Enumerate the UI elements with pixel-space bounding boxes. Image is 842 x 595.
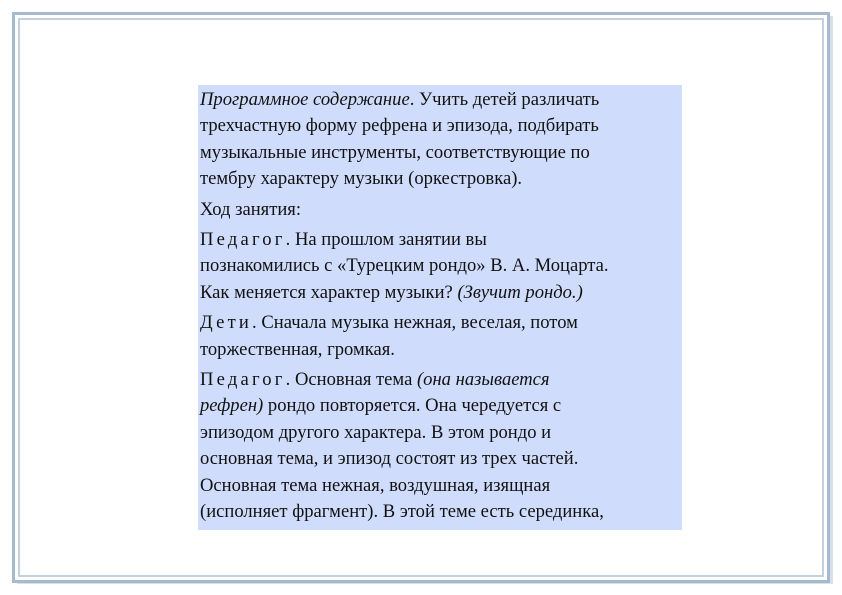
text-line: Как меняется характер музыки? (Звучит рондо.) <box>200 281 583 303</box>
paragraph-teacher-2 <box>200 367 682 525</box>
text-line: Основная тема нежная, воздушная, изящная <box>200 474 551 496</box>
text-line: рефрен) рондо повторяется. Она чередуется с <box>200 395 562 417</box>
text-line: тембру характеру музыки (оркестровка). <box>200 168 523 190</box>
lesson-course-heading: Ход занятия: <box>200 198 302 220</box>
italic-note: рефрен) <box>200 395 264 417</box>
text-line: трехчастную форму рефрена и эпизода, подбирать <box>200 115 599 137</box>
stage-direction: (Звучит рондо.) <box>457 281 583 303</box>
text-line: (исполняет фрагмент). В этой теме есть серединка, <box>200 501 604 523</box>
speaker-teacher: Педагог <box>200 369 286 391</box>
paragraph-lesson-course <box>200 197 682 223</box>
text-line: основная тема, и эпизод состоят из трех частей. <box>200 448 579 470</box>
text-line: Педагог. На прошлом занятии вы <box>200 229 487 251</box>
text-line: Педагог. Основная тема (она называется <box>200 369 550 391</box>
speaker-children: Дети <box>200 312 253 334</box>
text-line: торжественная, громкая. <box>200 338 395 360</box>
italic-note: (она называется <box>416 369 550 391</box>
paragraph-children <box>200 310 682 363</box>
text-line: Программное содержание. Учить детей различать <box>200 89 600 110</box>
text-line: музыкальные инструменты, соответствующие по <box>200 141 590 163</box>
text-line: эпизодом другого характера. В этом рондо и <box>200 421 552 443</box>
paragraph-teacher-1 <box>200 227 682 306</box>
paragraph-program-content <box>200 87 682 193</box>
text-line: познакомились с «Турецким рондо» В. А. Моцарта. <box>200 255 609 277</box>
lesson-text-box <box>198 85 682 530</box>
text-line: Дети. Сначала музыка нежная, веселая, потом <box>200 312 578 334</box>
speaker-teacher: Педагог <box>200 229 286 251</box>
program-content-heading: Программное содержание <box>200 89 410 110</box>
